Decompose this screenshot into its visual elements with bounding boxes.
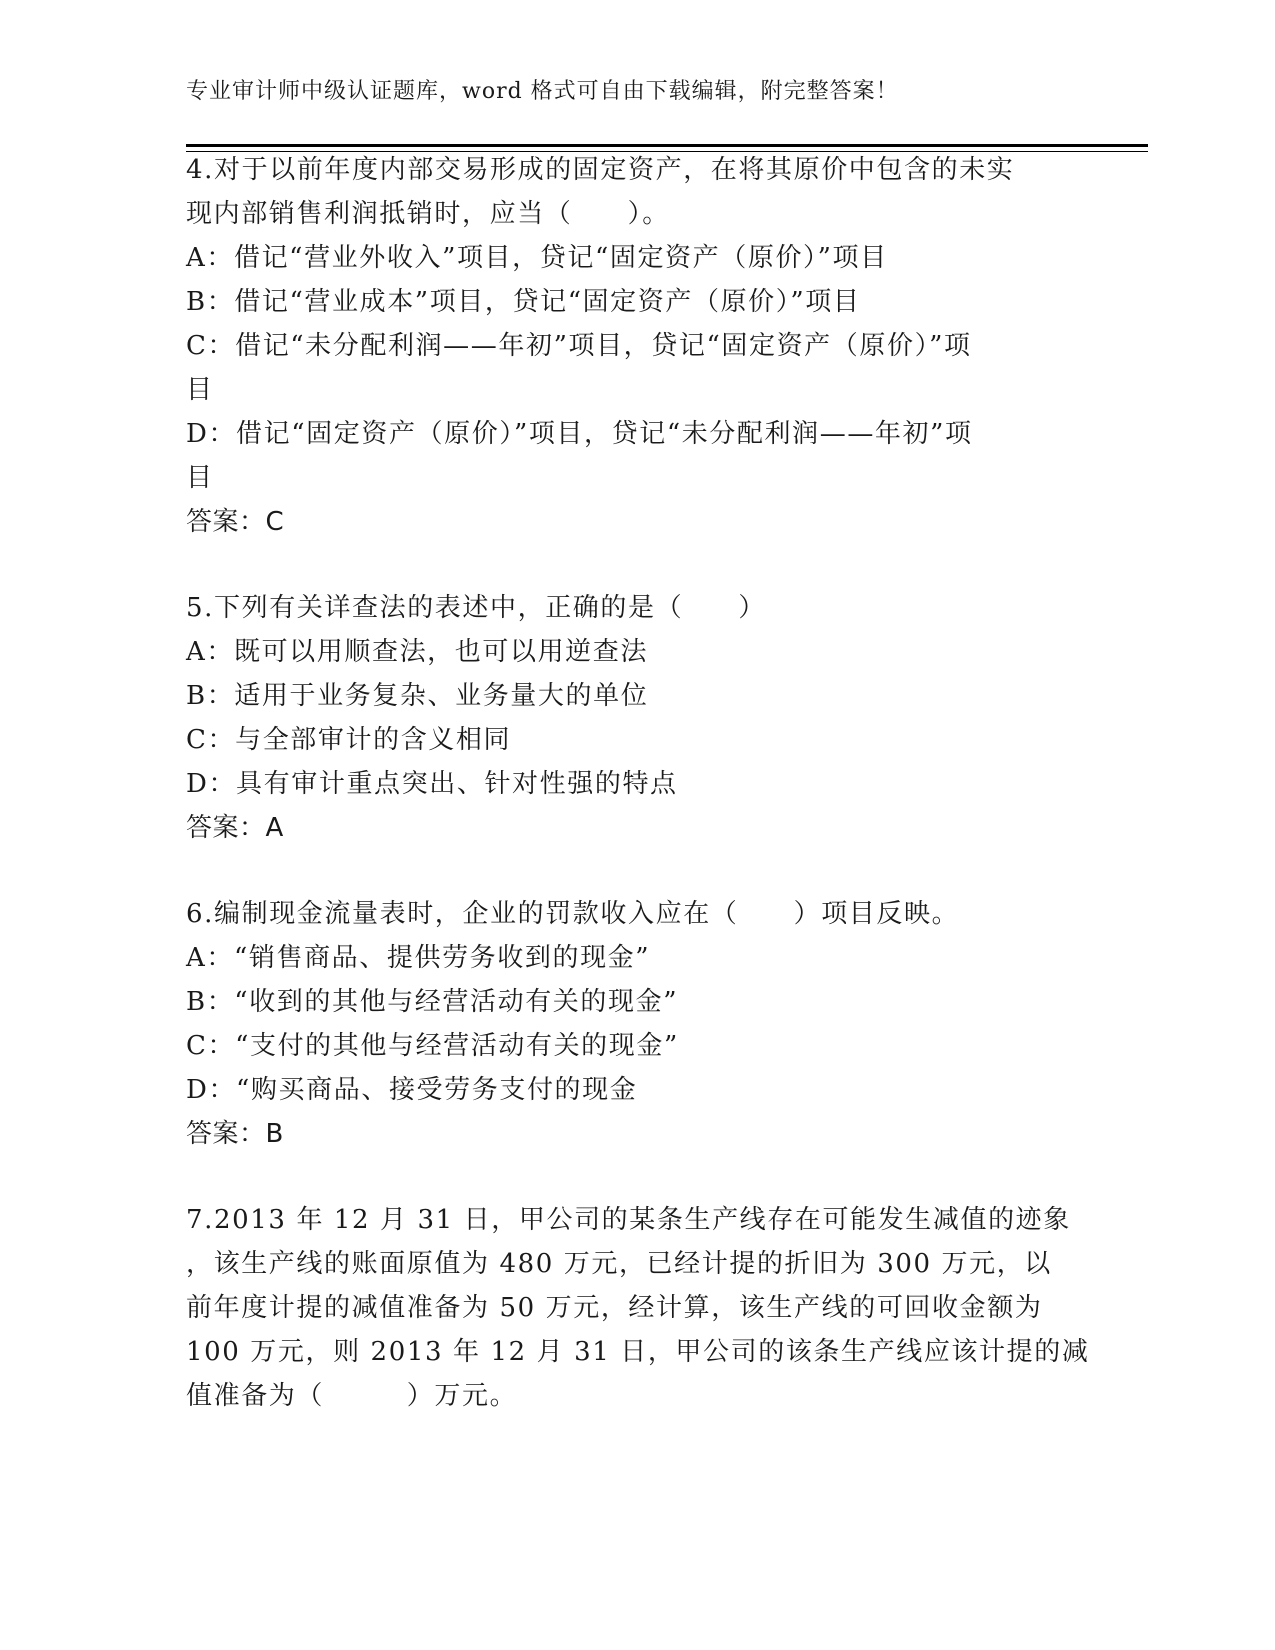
q4-option-b: B：借记“营业成本”项目，贷记“固定资产（原价）”项目	[186, 287, 861, 317]
q7-stem-line4: 100 万元，则 2013 年 12 月 31 日，甲公司的该条生产线应该计提的减	[186, 1337, 1090, 1367]
q4-option-c-line2: 目	[186, 375, 214, 405]
q5-option-c: C：与全部审计的含义相同	[186, 725, 512, 755]
q6-option-d: D：“购买商品、接受劳务支付的现金	[186, 1075, 638, 1105]
q7-stem-line2: ，该生产线的账面原值为 480 万元，已经计提的折旧为 300 万元，以	[186, 1249, 1052, 1279]
q5-option-a: A：既可以用顺查法，也可以用逆查法	[186, 637, 648, 667]
q6-answer: 答案：B	[186, 1119, 284, 1149]
q4-option-c-line1: C：借记“未分配利润——年初”项目，贷记“固定资产（原价）”项	[186, 331, 972, 361]
q4-stem-line2: 现内部销售利润抵销时，应当（ ）。	[186, 199, 670, 229]
q4-option-a: A：借记“营业外收入”项目，贷记“固定资产（原价）”项目	[186, 243, 888, 273]
q6-stem: 6.编制现金流量表时，企业的罚款收入应在（ ）项目反映。	[186, 899, 960, 929]
q5-answer: 答案：A	[186, 813, 284, 843]
q7-stem-line5: 值准备为（ ）万元。	[186, 1381, 518, 1411]
header-divider-thick	[186, 144, 1148, 147]
q6-option-c: C：“支付的其他与经营活动有关的现金”	[186, 1031, 679, 1061]
q4-option-d-line2: 目	[186, 463, 214, 493]
q4-stem-line1: 4.对于以前年度内部交易形成的固定资产，在将其原价中包含的未实	[186, 155, 1015, 185]
q4-option-d-line1: D：借记“固定资产（原价）”项目，贷记“未分配利润——年初”项	[186, 419, 973, 449]
q6-option-b: B：“收到的其他与经营活动有关的现金”	[186, 987, 679, 1017]
q5-option-b: B：适用于业务复杂、业务量大的单位	[186, 681, 649, 711]
document-header: 专业审计师中级认证题库，word 格式可自由下载编辑，附完整答案！	[186, 79, 899, 104]
q6-option-a: A：“销售商品、提供劳务收到的现金”	[186, 943, 651, 973]
q5-stem: 5.下列有关详查法的表述中，正确的是（ ）	[186, 593, 767, 623]
q7-stem-line3: 前年度计提的减值准备为 50 万元，经计算，该生产线的可回收金额为	[186, 1293, 1043, 1323]
q4-answer: 答案：C	[186, 507, 285, 537]
q7-stem-line1: 7.2013 年 12 月 31 日，甲公司的某条生产线存在可能发生减值的迹象	[186, 1205, 1071, 1235]
q5-option-d: D：具有审计重点突出、针对性强的特点	[186, 769, 678, 799]
